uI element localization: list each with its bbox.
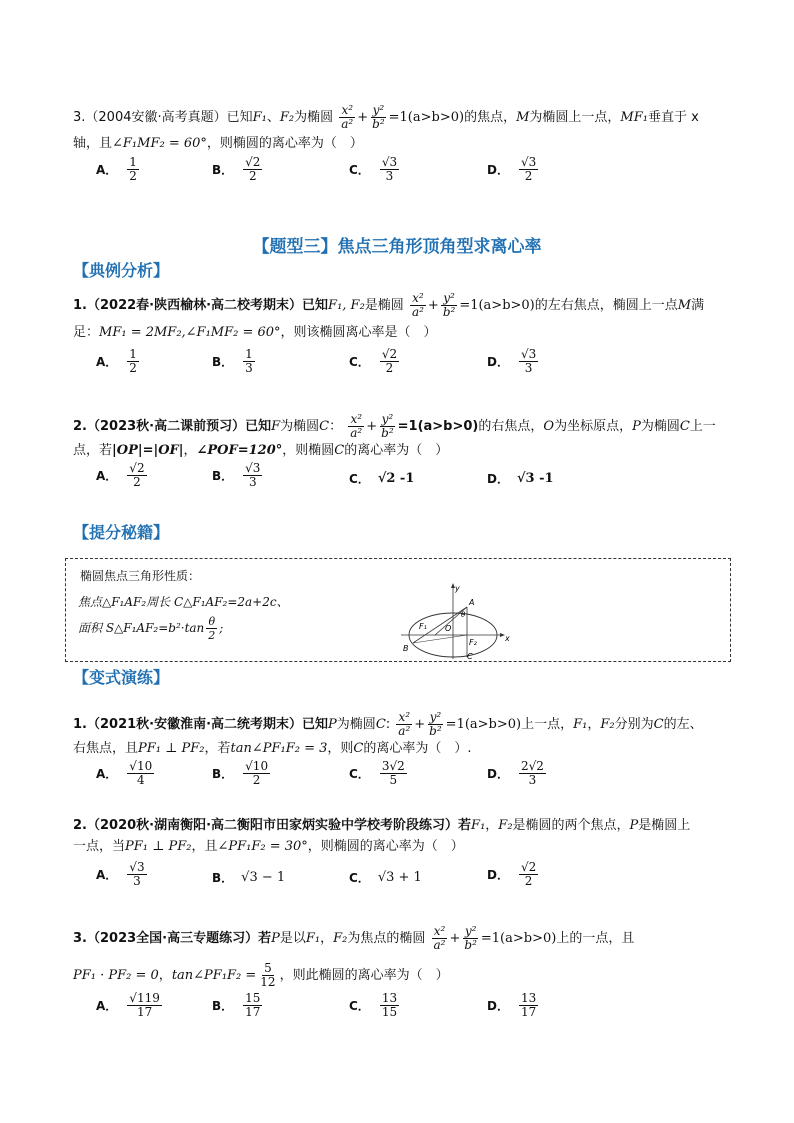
label-x: x xyxy=(505,634,510,643)
p3-option-d[interactable]: D． $\frac{13}{17}$ xyxy=(487,991,537,1019)
ex2-option-b[interactable]: B． $\frac{√3}{3}$ xyxy=(212,461,261,489)
practice-heading: 【变式演练】 xyxy=(73,668,170,687)
p2-option-a[interactable]: A． $\frac{√3}{3}$ xyxy=(96,860,145,888)
p1-option-d[interactable]: D． $\frac{2√2}{3}$ xyxy=(487,759,544,787)
p1-option-b[interactable]: B． $\frac{√10}{2}$ xyxy=(212,759,269,787)
ex1-stem-line1: 1.（2022春·陕西榆林·高二校考期末）已知F₁, F₂是椭圆 $\frac{\text{x²}}{\text{a²}}$ + $\frac{\text{y²}}{\text{b²}}$ =1(a>b>0)的左右焦点，椭圆上一点M满 xyxy=(73,291,705,319)
label-c: C xyxy=(467,652,473,659)
p2-option-c[interactable]: C． √3 + 1 xyxy=(349,870,422,885)
analysis-heading: 【典例分析】 xyxy=(73,261,170,280)
p1-stem-line1: 1.（2021秋·安徽淮南·高二统考期末）已知P为椭圆C: $\frac{\text{x²}}{\text{a²}}$ + $\frac{\text{y²}}{\text{b²}}$ =1(a>b>0)上一点，F₁，F₂分别为C的左、 xyxy=(73,710,703,738)
ex1-stem-line2: 足：MF₁ = 2MF₂,∠F₁MF₂ = 60°，则该椭圆离心率是（ ） xyxy=(73,325,437,340)
tips-box xyxy=(65,558,731,662)
ellipse-y-frac: $\frac{\text{y²}}{\text{b²}}$ xyxy=(372,103,385,131)
label-f1: F₁ xyxy=(419,622,427,631)
label-y: y xyxy=(455,584,460,593)
ex2-option-c[interactable]: C． √2 -1 xyxy=(349,471,415,486)
section-title: 【题型三】焦点三角形顶角型求离心率 xyxy=(252,237,542,257)
label-o: O xyxy=(445,624,452,633)
q3-option-a[interactable]: A． $\frac{1}{2}$ xyxy=(96,155,137,183)
q3-stem-line2: 轴，且∠F₁MF₂ = 60°，则椭圆的离心率为（ ） xyxy=(73,136,363,151)
label-theta: θ xyxy=(461,611,466,619)
ex1-option-a[interactable]: A． $\frac{1}{2}$ xyxy=(96,347,137,375)
p2-stem-line1: 2.（2020秋·湖南衡阳·高二衡阳市田家炳实验中学校考阶段练习）若F₁，F₂是椭圆的两个焦点，P是椭圆上 xyxy=(73,818,691,833)
tips-box-line1: 焦点△F₁AF₂周长 C△F₁AF₂=2a+2c、 xyxy=(78,595,289,609)
segment-b-f2 xyxy=(413,635,467,643)
q3-stem-line1: 3.（2004安徽·高考真题）已知F₁、F₂为椭圆 $\frac{\text{x²}}{\text{a²}}$ + $\frac{\text{y²}}{\text{b²}}$ =1(a>b>0)的焦点，M为椭圆上一点，MF₁垂直于 x xyxy=(73,103,699,131)
p2-option-d[interactable]: D． $\frac{√2}{2}$ xyxy=(487,860,537,888)
ex2-stem-line1: 2.（2023秋·高二课前预习）已知F为椭圆C： $\frac{\text{x²}}{\text{a²}}$ + $\frac{\text{y²}}{\text{b²}}$ =1(a>b>0)的右焦点，O为坐标原点，P为椭圆C上一 xyxy=(73,412,716,440)
label-f2: F₂ xyxy=(469,638,477,647)
tips-heading: 【提分秘籍】 xyxy=(73,523,170,542)
p1-option-a[interactable]: A． $\frac{√10}{4}$ xyxy=(96,759,153,787)
label-a: A xyxy=(469,598,475,607)
ellipse-x-frac: $\frac{\text{x²}}{\text{a²}}$ xyxy=(341,103,354,131)
p3-stem-line2: PF₁ · PF₂ = 0，tan∠PF₁F₂ = $\frac{5}{12}$ ，则此椭圆的离心率为（ ） xyxy=(73,961,449,989)
p3-option-a[interactable]: A． $\frac{√119}{17}$ xyxy=(96,991,160,1019)
ex2-option-a[interactable]: A． $\frac{√2}{2}$ xyxy=(96,461,145,489)
p2-stem-line2: 一点，当PF₁ ⊥ PF₂，且∠PF₁F₂ = 30°，则椭圆的离心率为（ ） xyxy=(73,839,464,854)
p3-option-b[interactable]: B． $\frac{15}{17}$ xyxy=(212,991,261,1019)
ex2-stem-line2: 点，若|OP|=|OF|，∠POF=120°，则椭圆C的离心率为（ ） xyxy=(73,443,449,458)
ellipse-figure xyxy=(401,579,511,659)
ex1-option-b[interactable]: B． $\frac{1}{3}$ xyxy=(212,347,253,375)
q3-option-d[interactable]: D． $\frac{√3}{2}$ xyxy=(487,155,537,183)
p1-option-c[interactable]: C． $\frac{3√2}{5}$ xyxy=(349,759,405,787)
ex1-option-c[interactable]: C． $\frac{√2}{2}$ xyxy=(349,347,398,375)
p3-stem-line1: 3.（2023全国·高三专题练习）若P是以F₁，F₂为焦点的椭圆 $\frac{\text{x²}}{\text{a²}}$ + $\frac{\text{y²}}{\text{b²}}$ =1(a>b>0)上的一点，且 xyxy=(73,924,635,952)
ex1-option-d[interactable]: D． $\frac{√3}{3}$ xyxy=(487,347,537,375)
p3-option-c[interactable]: C． $\frac{13}{15}$ xyxy=(349,991,398,1019)
label-b: B xyxy=(403,644,409,653)
p2-option-b[interactable]: B． √3 − 1 xyxy=(212,870,286,885)
q3-option-c[interactable]: C． $\frac{√3}{3}$ xyxy=(349,155,398,183)
q3-option-b[interactable]: B． $\frac{√2}{2}$ xyxy=(212,155,261,183)
tips-box-line2: 面积 S△F₁AF₂=b²·tan $\frac{\theta}{2}$ ; xyxy=(78,615,224,642)
p1-stem-line2: 右焦点，且PF₁ ⊥ PF₂，若tan∠PF₁F₂ = 3，则C的离心率为（ ）. xyxy=(73,741,472,756)
ex2-option-d[interactable]: D． √3 -1 xyxy=(487,471,554,486)
tips-box-heading: 椭圆焦点三角形性质： xyxy=(80,569,201,583)
